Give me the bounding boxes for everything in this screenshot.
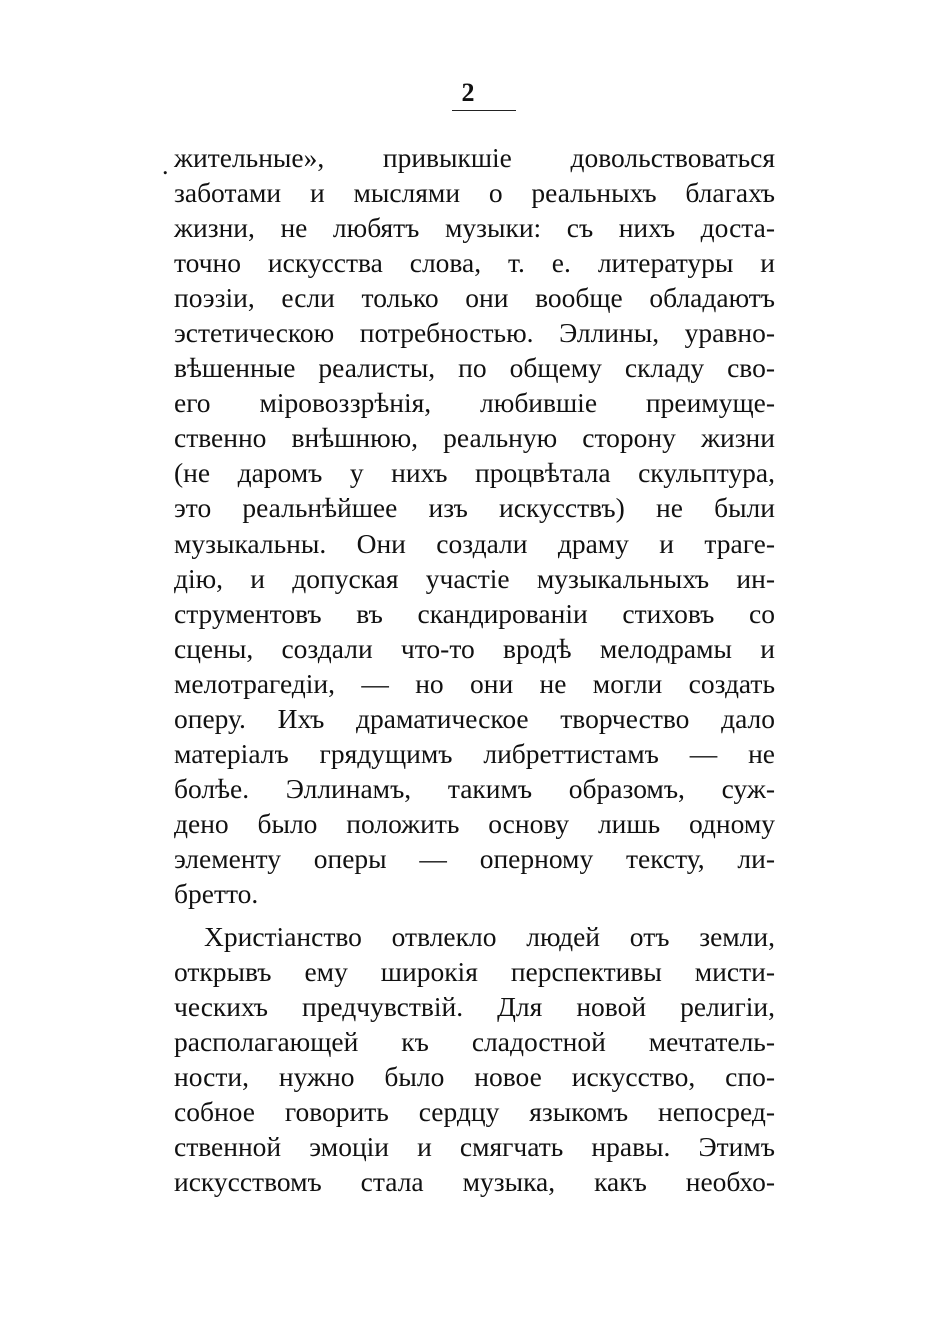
paragraph <box>174 140 775 911</box>
body-text <box>174 140 775 1199</box>
page-number: 2 <box>461 78 475 107</box>
text-line: дію, и допуская участіе музыкальныхъ ин- <box>174 562 775 594</box>
paragraph-gap <box>174 911 775 919</box>
text-line: дено было положить основу лишь одному <box>174 807 775 839</box>
text-line: открывъ ему широкія перспективы мисти- <box>174 956 775 988</box>
text-line: поэзіи, если только они вообще обладаютъ <box>174 282 775 314</box>
text-line: ческихъ предчувствій. Для новой религіи, <box>174 991 775 1023</box>
text-line: это реальнѣйшее изъ искусствъ) не были <box>174 492 775 524</box>
page-number-rule <box>452 110 516 111</box>
text-line: жительные», привыкшіе довольствоваться <box>174 142 775 173</box>
text-line: матеріалъ грядущимъ либреттистамъ — не <box>174 737 775 769</box>
text-line: располагающей къ сладостной мечтатель- <box>174 1026 775 1058</box>
text-line: вѣшенные реалисты, по общему складу сво- <box>174 352 775 384</box>
text-line: искусствомъ стала музыка, какъ необхо- <box>174 1166 775 1198</box>
text-line: эстетическою потребностью. Эллины, уравно- <box>174 317 775 349</box>
text-line: бретто. <box>174 877 259 909</box>
stray-print-mark: . <box>162 151 169 180</box>
text-line: заботами и мыслями о реальныхъ благахъ <box>174 177 775 209</box>
text-line: элементу оперы — оперному тексту, ли- <box>174 842 775 874</box>
text-line: мелотрагедіи, — но они не могли создать <box>174 667 775 699</box>
text-line: Христіанство отвлекло людей отъ земли, <box>204 921 775 953</box>
text-line: болѣе. Эллинамъ, такимъ образомъ, суж- <box>174 772 775 804</box>
text-line: его міровоззрѣнія, любившіе преимуще- <box>174 387 775 419</box>
text-line: музыкальны. Они создали драму и траге- <box>174 527 775 559</box>
paragraph <box>174 919 775 1199</box>
text-line: (не даромъ у нихъ процвѣтала скульптура, <box>174 457 775 489</box>
text-line: сцены, создали что-то вродѣ мелодрамы и <box>174 632 775 664</box>
text-line: оперу. Ихъ драматическое творчество дало <box>174 702 775 734</box>
text-line: ности, нужно было новое искусство, спо- <box>174 1061 775 1093</box>
text-line: ственно внѣшнюю, реальную сторону жизни <box>174 422 775 454</box>
text-line: точно искусства слова, т. е. литературы и <box>174 247 775 279</box>
text-line: ственной эмоціи и смягчать нравы. Этимъ <box>174 1131 775 1163</box>
text-line: собное говорить сердцу языкомъ непосред- <box>174 1096 775 1128</box>
text-line: струментовъ въ скандированіи стиховъ со <box>174 597 775 629</box>
text-line: жизни, не любятъ музыки: съ нихъ доста- <box>174 212 775 244</box>
